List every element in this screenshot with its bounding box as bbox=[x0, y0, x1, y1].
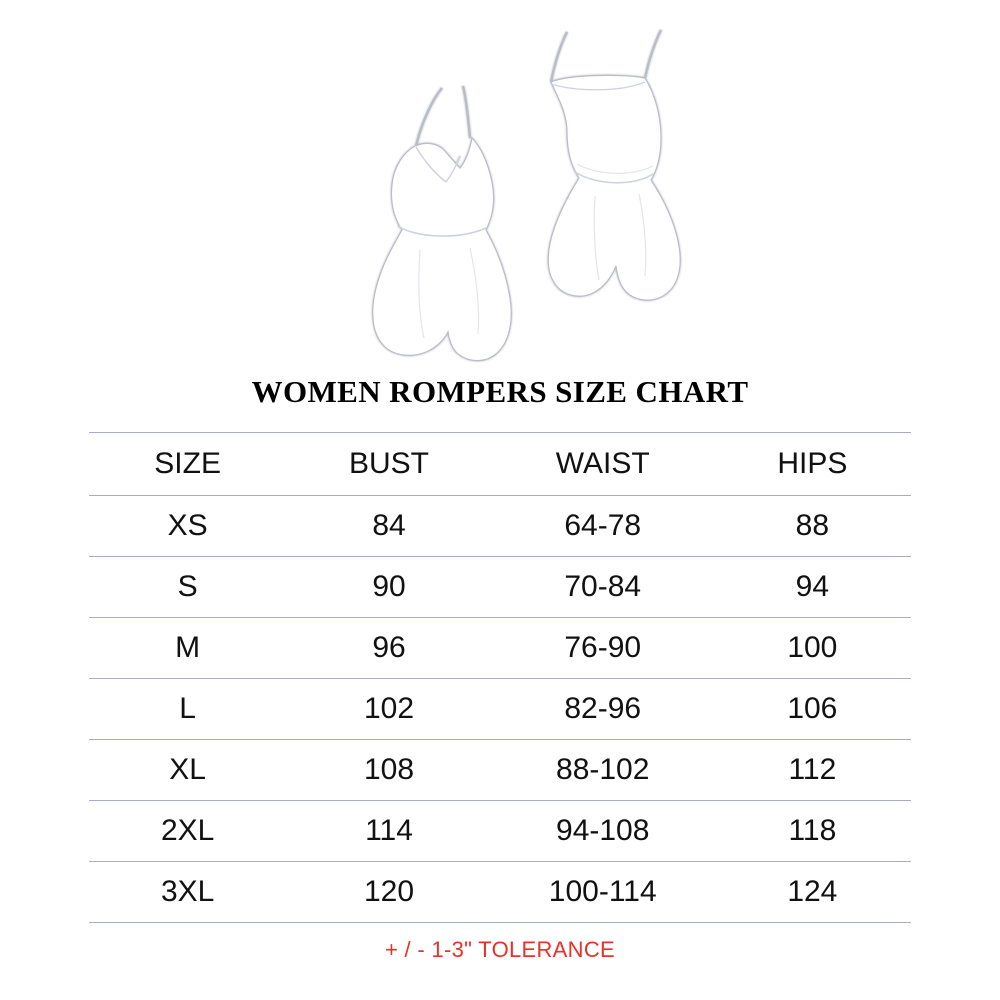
cell-waist: 88-102 bbox=[556, 753, 650, 786]
cell-hips: 112 bbox=[788, 753, 837, 786]
cell-size: M bbox=[175, 631, 201, 664]
cell-waist: 100-114 bbox=[548, 875, 657, 908]
cell-size: XL bbox=[169, 753, 206, 786]
page-title: WOMEN ROMPERS SIZE CHART bbox=[251, 374, 749, 409]
table-row bbox=[89, 862, 911, 923]
cell-bust: 108 bbox=[363, 753, 415, 786]
cell-waist: 82-96 bbox=[564, 692, 642, 725]
size-chart-table bbox=[89, 432, 911, 923]
cell-hips: 94 bbox=[795, 570, 830, 603]
column-header-hips: HIPS bbox=[777, 447, 848, 480]
cell-hips: 106 bbox=[787, 692, 838, 725]
cell-size: 3XL bbox=[160, 875, 215, 908]
cell-waist: 70-84 bbox=[564, 570, 642, 603]
column-header-bust: BUST bbox=[349, 447, 430, 480]
cell-hips: 118 bbox=[788, 814, 837, 847]
cell-size: XS bbox=[167, 509, 208, 542]
cell-size: 2XL bbox=[160, 814, 215, 847]
cell-size: L bbox=[179, 692, 196, 725]
cell-waist: 64-78 bbox=[564, 509, 642, 542]
size-chart-table-wrapper bbox=[89, 432, 911, 923]
cell-bust: 90 bbox=[372, 570, 406, 603]
table-row bbox=[89, 801, 911, 862]
table-row bbox=[89, 740, 911, 801]
cell-hips: 124 bbox=[787, 875, 838, 908]
romper-back-view bbox=[505, 20, 735, 320]
cell-hips: 100 bbox=[787, 631, 838, 664]
cell-size: S bbox=[177, 570, 198, 603]
cell-bust: 84 bbox=[372, 509, 406, 542]
table-header-row bbox=[89, 433, 911, 496]
cell-bust: 96 bbox=[372, 631, 406, 664]
cell-bust: 114 bbox=[365, 814, 413, 847]
cell-hips: 88 bbox=[795, 509, 830, 542]
column-header-size: SIZE bbox=[154, 447, 221, 480]
table-row bbox=[89, 618, 911, 679]
cell-waist: 94-108 bbox=[556, 814, 650, 847]
cell-bust: 120 bbox=[363, 875, 415, 908]
table-row bbox=[89, 557, 911, 618]
table-row bbox=[89, 679, 911, 740]
cell-waist: 76-90 bbox=[564, 631, 642, 664]
column-header-waist: WAIST bbox=[555, 447, 650, 480]
tolerance-note: + / - 1-3" TOLERANCE bbox=[384, 937, 616, 962]
product-illustration bbox=[0, 0, 1000, 368]
table-row bbox=[89, 496, 911, 557]
cell-bust: 102 bbox=[363, 692, 415, 725]
